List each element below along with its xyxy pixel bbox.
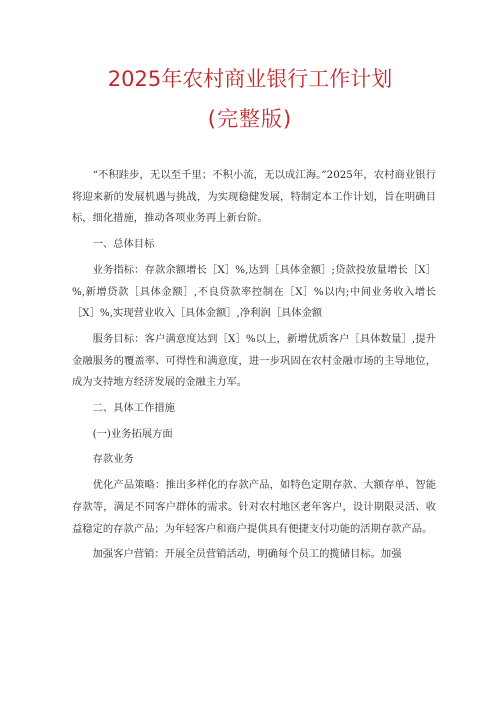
document-body — [72, 165, 436, 566]
product-strategy-paragraph: 优化产品策略：推出多样化的存款产品，如特色定期存款、大额存单、智能存款等，满足不同客户群体的需求。针对农村地区老年客户，设计期限灵活、收益稳定的存款产品；为年轻客户和商户提供具有便捷支付功能的活期存款产品。 — [72, 479, 436, 535]
customer-marketing-paragraph: 加强客户营销：开展全员营销活动，明确每个员工的揽储目标。加强 — [92, 548, 402, 561]
section-heading-measures: 二、具体工作措施 — [92, 402, 175, 415]
subsection-heading-business-expansion: (一)业务拓展方面 — [92, 427, 173, 440]
document-subtitle: (完整版) — [207, 107, 293, 131]
business-targets-paragraph: 业务指标：存款余额增长［X］%,达到［具体金额］;贷款投放量增长［X］%,新增贷款［具体金额］,不良贷款率控制在［X］%以内;中间业务收入增长［X］%,实现营业收入［具体金额］,净利润［具体金额 — [72, 263, 436, 320]
document-title: 2025年农村商业银行工作计划 — [107, 67, 393, 91]
service-targets-paragraph: 服务目标：客户满意度达到［X］%以上，新增优质客户［具体数量］,提升金融服务的覆盖率、可得性和满意度，进一步巩固在农村金融市场的主导地位，成为支持地方经济发展的金融主力军。 — [72, 332, 436, 389]
section-heading-overall-goals: 一、总体目标 — [92, 238, 155, 251]
subsection-heading-deposit-business: 存款业务 — [92, 453, 134, 466]
intro-paragraph: “不积跬步，无以至千里；不积小流，无以成江海。”2025年，农村商业银行将迎来新的发展机遇与挑战，为实现稳健发展，特制定本工作计划，旨在明确目标，细化措施，推动各项业务再上新台阶。 — [72, 169, 436, 225]
